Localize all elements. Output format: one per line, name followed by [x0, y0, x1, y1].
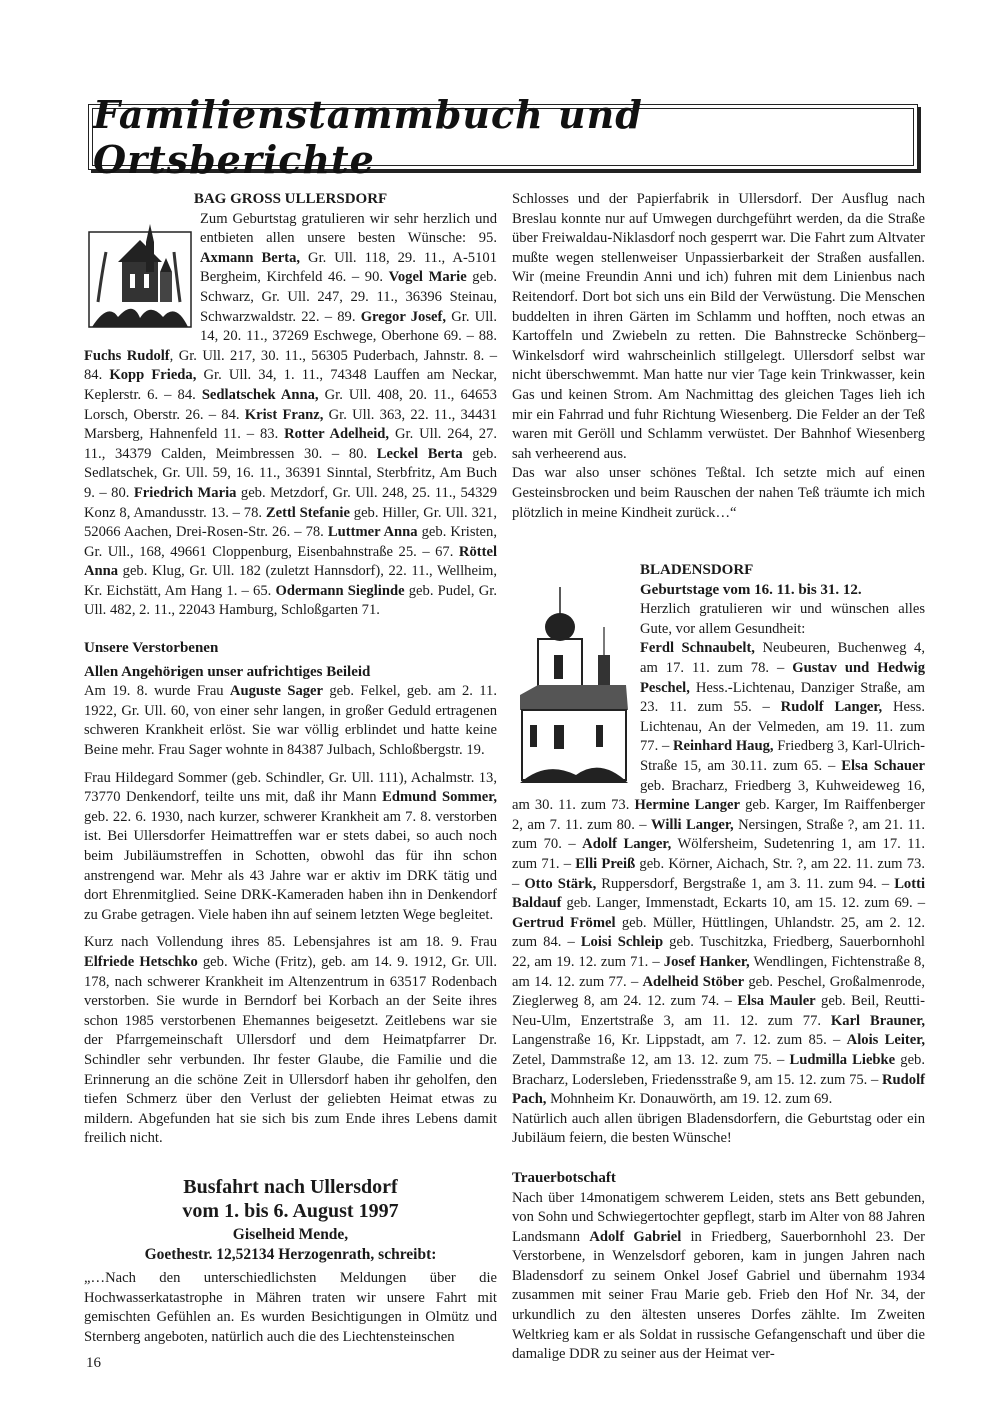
person-name: Elsa Schauer [841, 758, 925, 775]
person-name: Adolf Langer, [582, 836, 672, 853]
page-number: 16 [86, 1355, 101, 1371]
church-illustration-ullersdorf [88, 222, 192, 328]
bus-trip-author-address: Goethestr. 12,52134 Herzogenrath, schreibt: [144, 1245, 437, 1263]
right-column [512, 190, 925, 1365]
person-name: Otto Stärk, [524, 875, 597, 892]
person-name: Adolf Gabriel [589, 1228, 682, 1245]
text-run: in Friedberg, Sauerbornhohl 23. Der Verstorbene, in Wenzelsdorf geboren, kam in jungen Jahren nach Bladensdorf zu seinem Onkel Josef Gabriel und übernahm 1934 zusammen mit seiner Frau Marie geb. Frieb den Hof Nr. 34, der urkundlich zu den ältesten unseres Dorfes zählte. Im Zweiten Weltkrieg kam er als Soldat in russische Gefangenschaft und über die damalige DDR zu seiner aus der Heimat ver- [512, 1228, 925, 1363]
person-name: Reinhard Haug, [672, 738, 774, 755]
text-run: Zum Geburtstag gratulieren wir sehr herzlich und entbieten allen unsere besten Wünsche: 95. [200, 210, 497, 247]
text-run: geb. Tuschitzka, Friedberg, Sauerbornhohl 22, am 19. 12. zum 71. – [512, 934, 925, 970]
bladensdorf-subheading: Geburtstage vom 16. 11. bis 31. 12. [640, 581, 862, 598]
text-run: Frau Hildegard Sommer (geb. Schindler, Gr. Ull. 111), Achalmstr. 13, 73770 Denkendorf, teilte uns mit, daß ihr Mann [84, 769, 497, 806]
text-run: geb. Felkel, geb. am 2. 11. 1922, Gr. Ull. 60, von einer sehr langen, in großer Geduld ertragenen schweren Krankheit erlöst. Sie war völlig erblindet und hatte keine Beine mehr. Frau Sager wohnte in 84387 Julbach, Schloßbergstr. 19. [84, 683, 497, 759]
person-name: Zettl Stefanie [265, 504, 350, 521]
text-run: geb. Klug, Gr. Ull. 182 (zuletzt Hannsdorf), 22. 11., Wellheim, Kr. Eichstätt, Am Hang 1. – 65. [84, 563, 497, 599]
bladensdorf-section [512, 561, 925, 1149]
text-run: geb. Schwarz, Gr. Ull. 247, 29. 11., 36396 Steinau, Schwarzwaldstr. 22. – 89. [200, 269, 497, 325]
bus-trip-author: Giselheid Mende, [232, 1225, 349, 1243]
text-run: geb. Peschel, Großalmenrode, Zieglerweg 8, am 24. 12. zum 74. – [512, 973, 925, 1010]
person-name: Fuchs Rudolf [84, 347, 170, 364]
bus-trip-title: Busfahrt nach Ullersdorf [183, 1175, 398, 1198]
person-name: Elsa Mauler [737, 993, 816, 1010]
person-name: Elfriede Hetschko [84, 953, 198, 970]
person-name: Rudolf Langer, [780, 699, 883, 716]
person-name: Rotter Adelheid, [284, 426, 390, 443]
bus-trip-text: „…Nach den unterschiedlichsten Meldungen über die Hochwasserkatastrophe in Mähren traten wir unsere Fahrt mit gemischten Gefühlen an. Es wurden Besichtigungen in Olmütz und Sternberg angeboten, natürlich auch die des Liechtensteinschen [84, 1269, 497, 1345]
text-run: geb. Körner, Aichach, Str. ?, am 22. 11. zum 73. – [512, 856, 925, 892]
trauer-heading: Trauerbotschaft [512, 1169, 616, 1186]
text-run: geb. Wiche (Fritz), geb. am 14. 9. 1912, Gr. Ull. 178, nach schwerer Krankheit im Altenzentrum in 63517 Rodenbach verstorben. Sie wurde in Berndorf bei Korbach an der Seite ihres schon 1985 verstorbenen Ehemannes beigesetzt. Zeitlebens war sie der Pfarrgemeinschaft Ullersdorf und dem Heimatpfarrer Dr. Schindler sehr verbunden. Ihr fester Glaube, die Familie und die Erinnerung an die schöne Zeit in Ullersdorf haben ihr geholfen, den tiefen Schmerz über den Verlust der geliebten Heimat etwas zu mildern. Abgefunden hat sie sich bis zum Ende ihres Lebens damit freilich nicht. [84, 953, 498, 1147]
condolence-heading: Allen Angehörigen unser aufrichtiges Beileid [84, 663, 371, 680]
bladensdorf-heading: BLADENSDORF [640, 562, 754, 579]
person-name: Adelheid Stöber [642, 973, 745, 990]
person-name: Röttel Anna [84, 543, 497, 580]
text-run: geb. Kristen, Gr. Ull., 168, 49661 Cloppenburg, Eisenbahnstraße 25. – 67. [84, 524, 497, 560]
church-illustration-bladensdorf [516, 585, 632, 785]
person-name: Josef Hanker, [663, 953, 750, 970]
person-name: Friedrich Maria [133, 484, 237, 501]
text-run: geb. Bracharz, Lodersleben, Friedensstraße 9, am 15. 12. zum 75. – [512, 1051, 925, 1088]
text-run: Friedberg 3, Karl-Ulrich-Straße 15, am 30.11. zum 65. – [640, 738, 925, 775]
trauer-text [512, 1189, 925, 1365]
text-run: Gr. Ull. 34, 1. 11., 74348 Lauffen am Neckar, Keplerstr. 6. – 84. [84, 367, 498, 403]
page-title: Familienstammbuch und Ortsberichte [93, 92, 643, 182]
bladensdorf-closing: Natürlich auch allen übrigen Bladensdorfern, die Geburtstag oder ein Jubiläum feiern, die besten Wünsche! [512, 1110, 925, 1147]
text-run: geb. Hiller, Gr. Ull. 321, 52066 Aachen, Drei-Rosen-Str. 26. – 78. [84, 504, 497, 541]
person-name: Alois Leiter, [846, 1032, 925, 1049]
person-name: Krist Franz, [244, 406, 324, 423]
person-name: Odermann Sieglinde [275, 582, 405, 599]
person-name: Gregor Josef, [360, 308, 447, 325]
text-run: Neubeuren, Buchenweg 4, am 17. 11. zum 78. – [640, 640, 925, 677]
person-name: Willi Langer, [651, 816, 734, 833]
bladensdorf-intro: Herzlich gratulieren wir und wünschen alles Gute, vor allem Gesundheit: [640, 601, 925, 637]
person-name: Rudolf Pach, [512, 1071, 925, 1108]
text-run: Mohnheim Kr. Donauwörth, am 19. 12. zum 69. [546, 1091, 833, 1108]
person-name: Axmann Berta, [200, 249, 301, 266]
text-run: Gr. Ull. 14, 20. 11., 37269 Eschwege, Oberhone 69. – 88. [200, 308, 497, 345]
text-run: Wendlingen, Fichtenstraße 8, am 14. 12. zum 77. – [512, 953, 925, 990]
person-name: Auguste Sager [229, 683, 323, 700]
person-name: Elli Preiß [575, 856, 636, 872]
obituary-paragraph [84, 682, 497, 760]
deceased-heading: Unsere Verstorbenen [84, 640, 219, 657]
person-name: Edmund Sommer, [382, 789, 498, 806]
text-run: geb. Langer, Immenstadt, Eckarts 10, am 15. 12. zum 69. – [561, 895, 925, 912]
bus-trip-text-continued: Schlosses und der Papierfabrik in Ullersdorf. Der Ausflug nach Breslau konnte nur auf Umwegen durchgeführt werden, da die Straße über Freiwaldau-Niklasdorf noch gesperrt war. Die Fahrt zum Altvater mußte wegen stellenweiser Unpassierbarkeit der Straßen ausfallen. Wir (meine Freundin Anni und ich) fuhren mit dem Linienbus nach Reitendorf. Dort bot sich uns ein Bild der Verwüstung. Die Menschen buddelten in ihren Gärten im Schlamm und hofften, noch etwas an Kartoffeln und Zwiebeln zu retten. Die Bahnstrecke Schönberg–Winkelsdorf wird wahrscheinlich stillgelegt. Ullersdorf selbst war nicht überschwemmt. Man hatte nur vier Tage kein Trinkwasser, kein Gas und keinen Strom. Am Nachmittag des gleichen Tages lieh ich mir ein Fahrrad und fuhr Richtung Wiesenberg. Die Felder an der Teß waren mit Geröll und Schlamm verwüstet. Der Bahnhof Wiesenberg sah verheerend aus. [512, 191, 925, 462]
person-name: Gustav und Hedwig Peschel, [640, 660, 925, 696]
text-run: geb. Karger, Im Raiffenberger 2, am 7. 11. zum 80. – [512, 797, 925, 833]
person-name: Karl Brauner, [830, 1012, 925, 1029]
text-run: Hess.-Lichtenau, Danziger Straße, am 23. 11. zum 55. – [640, 679, 925, 716]
text-run: geb. Beil, Reutti-Neu-Ulm, Enzertstraße 3, am 11. 12. zum 77. [512, 993, 925, 1029]
obituary-paragraph [84, 933, 497, 1149]
bus-trip-text-ending: Das war also unser schönes Teßtal. Ich setzte mich auf einen Gesteinsbrocken und beim Rauschen der nahen Teß träumte ich mich plötzlich in meine Kindheit zurück…“ [512, 465, 925, 521]
text-run: Nach über 14monatigem schwerem Leiden, stets ans Bett gebunden, von Sohn und Schwiegertochter gepflegt, starb im Alter von 88 Jahren Landsmann [512, 1189, 925, 1245]
bus-trip-dates: vom 1. bis 6. August 1997 [182, 1199, 399, 1222]
person-name: Vogel Marie [388, 269, 467, 286]
left-column [84, 190, 497, 1347]
text-run: geb. Müller, Hüttlingen, Uhlandstr. 25, am 2. 12. zum 84. – [512, 914, 926, 951]
text-run: Ruppersdorf, Bergstraße 1, am 3. 11. zum 94. – [596, 875, 895, 892]
text-run: Zetel, Dammstraße 12, am 13. 12. zum 75. – [512, 1051, 790, 1068]
text-run: Gr. Ull. 118, 29. 11., A-5101 Bergheim, Kirchfeld 46. – 90. [200, 249, 497, 286]
text-run: Am 19. 8. wurde Frau [84, 683, 230, 700]
text-run: geb. Metzdorf, Gr. Ull. 248, 25. 11., 54329 Konz 8, Amandusstr. 13. – 78. [84, 484, 497, 521]
person-name: Gertrud Frömel [512, 914, 616, 931]
person-name: Ludmilla Liebke [789, 1051, 896, 1068]
bag-heading: BAG GROSS ULLERSDORF [193, 191, 388, 207]
text-run: Langenstraße 16, Kr. Lippstadt, am 7. 12. zum 85. – [512, 1032, 847, 1049]
person-name: Sedlatschek Anna, [201, 386, 319, 403]
obituary-paragraph [84, 769, 497, 926]
section-header-inner [92, 92, 914, 182]
text-run: Nersingen, Straße ?, am 21. 11. zum 70. – [512, 816, 926, 853]
text-run: geb. Pudel, Gr. Ull. 482, 2. 11., 22043 Hamburg, Schloßgarten 71. [84, 582, 497, 619]
person-name: Ferdl Schnaubelt, [640, 640, 755, 657]
person-name: Lotti Baldauf [512, 875, 925, 912]
text-run: Gr. Ull. 363, 22. 11., 34431 Marsberg, Hahnenfeld 11. – 83. [84, 406, 497, 443]
text-run: geb. Sedlatschek, Gr. Ull. 59, 16. 11., 36391 Sinntal, Sterbfritz, Am Buch 9. – 80. [84, 445, 497, 501]
text-run: geb. Bracharz, Friedberg 3, Kuhweideweg 16, am 30. 11. zum 73. [512, 777, 925, 814]
person-name: Loisi Schleip [580, 934, 664, 951]
text-run: Kurz nach Vollendung ihres 85. Lebensjahres ist am 18. 9. Frau [84, 934, 497, 951]
text-run: Gr. Ull. 408, 20. 11., 64653 Lorsch, Oberstr. 26. – 84. [84, 386, 497, 423]
person-name: Kopp Frieda, [109, 367, 197, 384]
person-name: Hermine Langer [634, 797, 741, 814]
section-header-box [88, 92, 918, 182]
text-run: Wölfersheim, Sudetenring 1, am 17. 11. zum 71. – [512, 836, 925, 872]
text-run: Gr. Ull. 264, 27. 11., 34379 Calden, Meimbressen 30. – 80. [84, 426, 497, 462]
person-name: Luttmer Anna [327, 524, 418, 541]
text-run: Hess. Lichtenau, An der Velmeden, am 19. 11. zum 77. – [640, 699, 925, 755]
person-name: Leckel Berta [376, 445, 463, 462]
text-run: , Gr. Ull. 217, 30. 11., 56305 Puderbach, Jahnstr. 8. – 84. [84, 347, 497, 384]
text-run: geb. 22. 6. 1930, nach kurzer, schwerer Krankheit am 7. 8. verstorben ist. Bei Ullersdorfer Heimattreffen war er stets dabei, so auch noch beim Jubiläumstreffen in Schotten, obwohl das für ihn schon anstrengend war. Mehr als 43 Jahre war er aktiv im DRK tätig und dort Ehrenmitglied. Seine DRK-Kameraden haben ihn in Denkendorf zu Grabe getragen. Viele haben ihn auf seinem letzten Wege begleitet. [84, 808, 497, 923]
